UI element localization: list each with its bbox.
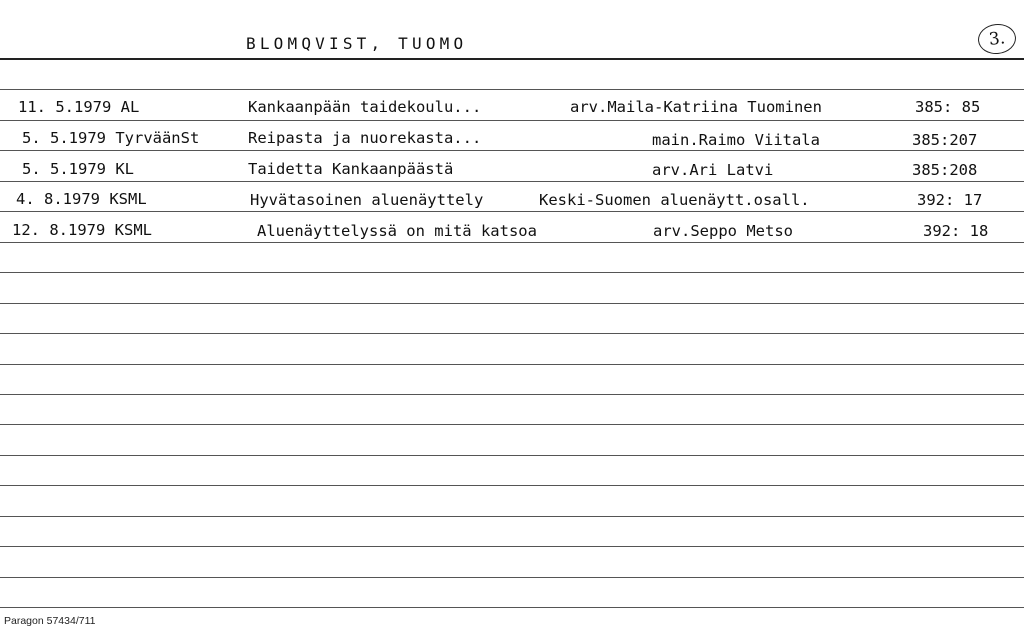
ruled-line [0, 333, 1024, 334]
ruled-line [0, 120, 1024, 121]
entry-ref: 385:207 [912, 131, 978, 149]
entry-ref: 385: 85 [915, 98, 981, 116]
ruled-line [0, 546, 1024, 547]
entry-title: Taidetta Kankaanpäästä [248, 160, 454, 178]
ruled-line [0, 485, 1024, 486]
ruled-line [0, 607, 1024, 608]
ruled-line [0, 211, 1024, 212]
ruled-line [0, 455, 1024, 456]
entry-credit: arv.Maila-Katriina Tuominen [570, 98, 822, 116]
entry-title: Aluenäyttelyssä on mitä katsoa [257, 222, 537, 240]
entry-credit: arv.Seppo Metso [653, 222, 793, 240]
entry-ref: 385:208 [912, 161, 978, 179]
entry-ref: 392: 17 [917, 191, 983, 209]
ruled-line [0, 577, 1024, 578]
ruled-line [0, 181, 1024, 182]
entry-credit: Keski-Suomen aluenäytt.osall. [539, 191, 810, 209]
entry-credit: main.Raimo Viitala [652, 131, 820, 149]
header-rule [0, 58, 1024, 60]
entry-date: 5. 5.1979 KL [22, 160, 134, 178]
entry-date: 5. 5.1979 TyrväänSt [22, 129, 200, 147]
entry-ref: 392: 18 [923, 222, 989, 240]
ruled-line [0, 516, 1024, 517]
ruled-line [0, 242, 1024, 243]
entry-title: Hyvätasoinen aluenäyttely [250, 191, 484, 209]
card-heading: BLOMQVIST, TUOMO [246, 34, 468, 53]
ruled-line [0, 424, 1024, 425]
ruled-line [0, 89, 1024, 90]
card-number-badge: 3. [977, 22, 1018, 56]
entry-title: Reipasta ja nuorekasta... [248, 129, 482, 147]
entry-date: 4. 8.1979 KSML [16, 190, 147, 208]
ruled-line [0, 364, 1024, 365]
print-code: Paragon 57434/711 [4, 615, 96, 627]
entry-date: 11. 5.1979 AL [18, 98, 140, 116]
entry-title: Kankaanpään taidekoulu... [248, 98, 482, 116]
ruled-line [0, 272, 1024, 273]
ruled-line [0, 150, 1024, 151]
entry-credit: arv.Ari Latvi [652, 161, 774, 179]
entry-date: 12. 8.1979 KSML [12, 221, 152, 239]
ruled-line [0, 303, 1024, 304]
ruled-line [0, 394, 1024, 395]
